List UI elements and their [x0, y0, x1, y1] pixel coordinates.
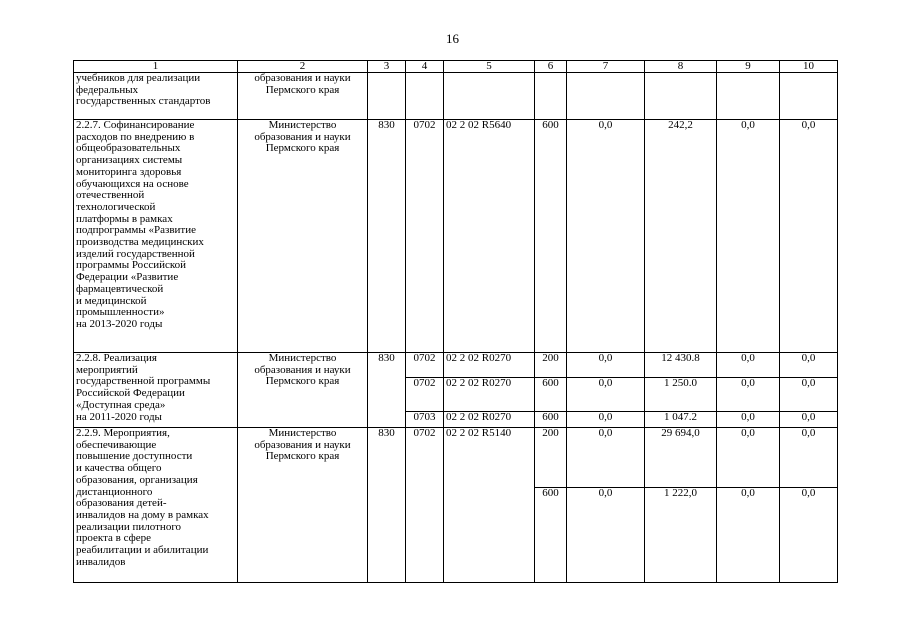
value-cell: 0,0 [567, 120, 645, 353]
column-number-row [74, 61, 838, 73]
value-cell: 0,0 [717, 353, 780, 378]
vr-cell: 600 [535, 120, 567, 353]
csr-cell: 02 2 02 R5640 [444, 120, 535, 353]
column-header: 1 [74, 61, 238, 73]
budget-table [73, 60, 838, 583]
row-name-cell: 2.2.8. Реализация мероприятий государственной программы Российской Федерации «Доступная среда» на 2011-2020 годы [74, 353, 238, 428]
value-cell: 0,0 [717, 378, 780, 412]
value-cell: 0,0 [567, 353, 645, 378]
value-cell: 0,0 [717, 488, 780, 583]
vr-cell: 200 [535, 353, 567, 378]
grbs-cell: 830 [368, 120, 406, 353]
section-cell: 0702 [406, 428, 444, 583]
vr-cell: 200 [535, 428, 567, 488]
value-cell: 0,0 [717, 412, 780, 428]
value-cell: 0,0 [567, 378, 645, 412]
table-row [74, 120, 838, 353]
csr-cell: 02 2 02 R0270 [444, 378, 535, 412]
value-cell: 0,0 [780, 428, 838, 488]
value-cell: 1 047.2 [645, 412, 717, 428]
column-header: 2 [238, 61, 368, 73]
column-header: 6 [535, 61, 567, 73]
vr-cell: 600 [535, 378, 567, 412]
value-cell: 0,0 [780, 120, 838, 353]
table-row [74, 73, 838, 120]
section-cell: 0702 [406, 120, 444, 353]
column-header: 10 [780, 61, 838, 73]
value-cell: 1 250.0 [645, 378, 717, 412]
csr-cell: 02 2 02 R0270 [444, 353, 535, 378]
value-cell: 1 222,0 [645, 488, 717, 583]
section-cell: 0702 [406, 353, 444, 378]
table-row [74, 353, 838, 378]
value-cell: 0,0 [567, 412, 645, 428]
csr-cell: 02 2 02 R0270 [444, 412, 535, 428]
column-header: 3 [368, 61, 406, 73]
column-header: 4 [406, 61, 444, 73]
grbs-cell: 830 [368, 428, 406, 583]
value-cell: 0,0 [780, 412, 838, 428]
row-name-cell: 2.2.7. Софинансирование расходов по внедрению в общеобразовательных организациях системы мониторинга здоровья обучающихся на основе отечественной технологической платформы в рамках подпрограммы «Развитие производства медицинских изделий государственной программы Российской Федерации «Развитие фармацевтической и медицинской промышленности» на 2013-2020 годы [74, 120, 238, 353]
table-row [74, 428, 838, 488]
value-cell: 0,0 [780, 378, 838, 412]
section-cell: 0703 [406, 412, 444, 428]
column-header: 8 [645, 61, 717, 73]
value-cell: 0,0 [567, 488, 645, 583]
page-number: 16 [446, 31, 459, 46]
row-name-cell: 2.2.9. Мероприятия, обеспечивающие повышение доступности и качества общего образования, организация дистанционного образования детей- инвалидов на дому в рамках реализации пилотного проекта в сфере реабилитации и абилитации инвалидов [74, 428, 238, 583]
ministry-cell: Министерство образования и науки Пермского края [238, 428, 368, 583]
value-cell: 0,0 [717, 120, 780, 353]
value-cell: 0,0 [780, 488, 838, 583]
column-header: 5 [444, 61, 535, 73]
ministry-cell: Министерство образования и науки Пермского края [238, 353, 368, 428]
vr-cell: 600 [535, 488, 567, 583]
vr-cell: 600 [535, 412, 567, 428]
csr-cell: 02 2 02 R5140 [444, 428, 535, 583]
grbs-cell: 830 [368, 353, 406, 428]
column-header: 9 [717, 61, 780, 73]
value-cell: 242,2 [645, 120, 717, 353]
column-header: 7 [567, 61, 645, 73]
value-cell: 29 694,0 [645, 428, 717, 488]
value-cell: 0,0 [717, 428, 780, 488]
value-cell: 12 430.8 [645, 353, 717, 378]
ministry-cell: образования и науки Пермского края [238, 73, 368, 120]
row-name-cell: учебников для реализации федеральных государственных стандартов [74, 73, 238, 120]
section-cell: 0702 [406, 378, 444, 412]
value-cell: 0,0 [780, 353, 838, 378]
value-cell: 0,0 [567, 428, 645, 488]
ministry-cell: Министерство образования и науки Пермского края [238, 120, 368, 353]
